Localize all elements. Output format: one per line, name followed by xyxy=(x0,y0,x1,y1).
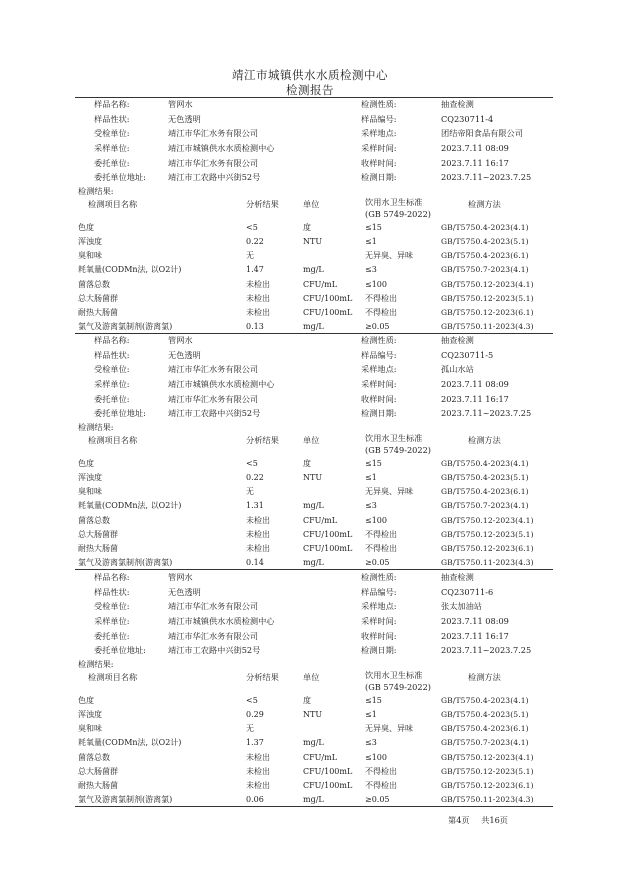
cell-unit: mg/L xyxy=(303,265,324,275)
info-value: 团结帝阳食品有限公司 xyxy=(441,128,523,139)
cell-item: 耐热大肠菌 xyxy=(78,780,118,790)
info-value: CQ230711-4 xyxy=(441,113,494,124)
info-label: 委托单位地址: xyxy=(94,172,146,183)
cell-item: 耗氧量(CODMn法, 以O2计) xyxy=(78,265,182,275)
cell-standard: ≤1 xyxy=(365,710,377,720)
table-row xyxy=(78,793,550,807)
cell-standard: ≥0.05 xyxy=(365,321,390,331)
sample-section xyxy=(78,97,550,334)
cell-unit: NTU xyxy=(303,237,323,247)
sample-info-row xyxy=(78,126,550,141)
info-label: 委托单位地址: xyxy=(94,645,146,656)
table-row xyxy=(78,736,550,750)
table-row xyxy=(78,528,550,542)
col-header-unit: 单位 xyxy=(303,199,320,210)
table-row xyxy=(78,263,550,277)
info-label: 采样时间: xyxy=(361,616,397,627)
cell-method: GB/T5750.12-2023(5.1) xyxy=(441,293,534,303)
info-label: 采样地点: xyxy=(361,364,397,375)
cell-item: 浑浊度 xyxy=(78,710,102,720)
cell-unit: mg/L xyxy=(303,738,324,748)
page-number: 第4页 xyxy=(448,815,470,825)
info-label: 检测日期: xyxy=(361,408,397,419)
col-header-method: 检测方法 xyxy=(468,672,501,683)
cell-unit: 度 xyxy=(303,459,311,469)
cell-method: GB/T5750.4-2023(5.1) xyxy=(441,237,529,247)
col-header-standard-code: (GB 5749-2022) xyxy=(365,445,431,456)
info-label: 检测日期: xyxy=(361,645,397,656)
info-value: CQ230711-5 xyxy=(441,349,494,360)
results-label: 检测结果: xyxy=(78,186,114,197)
cell-unit: CFU/mL xyxy=(303,515,338,525)
col-header-method: 检测方法 xyxy=(468,199,501,210)
info-label: 样品编号: xyxy=(361,349,397,360)
cell-method: GB/T5750.12-2023(4.1) xyxy=(441,752,534,762)
cell-unit: 度 xyxy=(303,223,311,233)
table-row xyxy=(78,499,550,513)
info-value: 靖江市华汇水务有限公司 xyxy=(168,157,259,168)
info-label: 样品编号: xyxy=(361,113,397,124)
info-label: 委托单位: xyxy=(94,157,130,168)
table-row xyxy=(78,249,550,263)
cell-result: 0.22 xyxy=(246,237,264,247)
info-value: CQ230711-6 xyxy=(441,586,494,597)
cell-standard: ≤100 xyxy=(365,279,387,289)
table-row xyxy=(78,485,550,499)
cell-method: GB/T5750.12-2023(6.1) xyxy=(441,780,534,790)
cell-method: GB/T5750.7-2023(4.1) xyxy=(441,738,529,748)
table-row xyxy=(78,278,550,292)
info-value: 抽查检测 xyxy=(441,335,474,345)
cell-standard: ≤15 xyxy=(365,459,382,469)
cell-item: 臭和味 xyxy=(78,724,102,734)
sample-info-row xyxy=(78,629,550,644)
cell-item: 色度 xyxy=(78,696,94,706)
cell-unit: CFU/100mL xyxy=(303,293,353,303)
cell-standard: ≤15 xyxy=(365,696,382,706)
cell-item: 氯气及游离氯制剂(游离氯) xyxy=(78,794,173,804)
cell-item: 菌落总数 xyxy=(78,752,110,762)
info-value: 靖江市工农路中兴街52号 xyxy=(168,645,261,656)
info-value: 靖江市工农路中兴街52号 xyxy=(168,408,261,419)
page-footer xyxy=(448,815,517,826)
sample-info-row xyxy=(78,599,550,614)
table-row xyxy=(78,320,550,334)
table-row xyxy=(78,765,550,779)
cell-result: 未检出 xyxy=(246,766,270,776)
info-value: 2023.7.11 16:17 xyxy=(441,157,509,168)
sample-info-row xyxy=(78,112,550,127)
cell-standard: 不得检出 xyxy=(365,543,397,553)
sample-info-row xyxy=(78,585,550,600)
info-label: 收样时间: xyxy=(361,157,397,168)
sample-info-row xyxy=(78,156,550,171)
cell-result: 无 xyxy=(246,251,254,261)
cell-method: GB/T5750.4-2023(6.1) xyxy=(441,724,529,734)
col-header-standard-code: (GB 5749-2022) xyxy=(365,209,431,220)
cell-standard: ≤1 xyxy=(365,237,377,247)
col-header-item: 检测项目名称 xyxy=(88,435,138,446)
cell-method: GB/T5750.4-2023(6.1) xyxy=(441,487,529,497)
cell-standard: 不得检出 xyxy=(365,780,397,790)
cell-method: GB/T5750.11-2023(4.3) xyxy=(441,794,534,804)
cell-result: 1.31 xyxy=(246,501,264,511)
results-table-header xyxy=(78,670,550,694)
cell-result: 无 xyxy=(246,487,254,497)
cell-item: 耐热大肠菌 xyxy=(78,543,118,553)
table-row xyxy=(78,751,550,765)
info-value: 2023.7.11 16:17 xyxy=(441,630,509,641)
cell-method: GB/T5750.4-2023(4.1) xyxy=(441,459,529,469)
cell-result: 未检出 xyxy=(246,529,270,539)
cell-standard: ≤1 xyxy=(365,473,377,483)
table-row xyxy=(78,542,550,556)
info-value: 靖江市华汇水务有限公司 xyxy=(168,630,259,641)
col-header-item: 检测项目名称 xyxy=(88,672,138,683)
info-value: 张太加油站 xyxy=(441,601,482,612)
cell-item: 浑浊度 xyxy=(78,473,102,483)
info-value: 管网水 xyxy=(168,99,193,109)
cell-result: 1.37 xyxy=(246,738,264,748)
info-value: 靖江市城镇供水水质检测中心 xyxy=(168,143,275,154)
info-label: 采样地点: xyxy=(361,128,397,139)
cell-standard: 无异臭、异味 xyxy=(365,251,413,261)
info-label: 采样单位: xyxy=(94,143,130,154)
cell-unit: CFU/100mL xyxy=(303,766,353,776)
sample-info-row xyxy=(78,170,550,185)
sample-info-row xyxy=(78,348,550,363)
sample-info-row xyxy=(78,141,550,156)
col-header-result: 分析结果 xyxy=(246,199,279,210)
cell-item: 色度 xyxy=(78,459,94,469)
cell-result: 无 xyxy=(246,724,254,734)
cell-method: GB/T5750.4-2023(4.1) xyxy=(441,223,529,233)
sample-info-row xyxy=(78,377,550,392)
info-value: 靖江市华汇水务有限公司 xyxy=(168,393,259,404)
cell-standard: ≤3 xyxy=(365,738,377,748)
cell-item: 总大肠菌群 xyxy=(78,766,118,776)
cell-item: 臭和味 xyxy=(78,251,102,261)
info-value: 靖江市城镇供水水质检测中心 xyxy=(168,379,275,390)
cell-method: GB/T5750.12-2023(6.1) xyxy=(441,307,534,317)
report-subtitle: 检测报告 xyxy=(286,83,334,97)
cell-unit: mg/L xyxy=(303,557,324,567)
cell-unit: mg/L xyxy=(303,794,324,804)
cell-method: GB/T5750.12-2023(6.1) xyxy=(441,543,534,553)
cell-unit: 度 xyxy=(303,696,311,706)
cell-standard: ≥0.05 xyxy=(365,557,390,567)
cell-standard: 不得检出 xyxy=(365,529,397,539)
cell-item: 氯气及游离氯制剂(游离氯) xyxy=(78,557,173,567)
info-label: 采样时间: xyxy=(361,379,397,390)
cell-item: 耗氧量(CODMn法, 以O2计) xyxy=(78,501,182,511)
cell-item: 色度 xyxy=(78,223,94,233)
cell-item: 菌落总数 xyxy=(78,515,110,525)
info-value: 2023.7.11 08:09 xyxy=(441,616,509,627)
results-label: 检测结果: xyxy=(78,422,114,433)
info-value: 靖江市华汇水务有限公司 xyxy=(168,364,259,375)
info-value: 无色透明 xyxy=(168,113,201,124)
info-value: 孤山水站 xyxy=(441,364,474,375)
info-value: 抽查检测 xyxy=(441,99,474,109)
info-label: 收样时间: xyxy=(361,630,397,641)
sample-info-row xyxy=(78,614,550,629)
info-value: 抽查检测 xyxy=(441,572,474,582)
col-header-standard-code: (GB 5749-2022) xyxy=(365,682,431,693)
info-label: 样品性状: xyxy=(94,113,130,124)
cell-standard: ≤3 xyxy=(365,501,377,511)
info-label: 委托单位: xyxy=(94,393,130,404)
info-value: 无色透明 xyxy=(168,586,201,597)
cell-standard: 不得检出 xyxy=(365,293,397,303)
info-value: 管网水 xyxy=(168,335,193,345)
cell-unit: CFU/100mL xyxy=(303,307,353,317)
cell-item: 耐热大肠菌 xyxy=(78,307,118,317)
cell-method: GB/T5750.12-2023(5.1) xyxy=(441,766,534,776)
cell-standard: 无异臭、异味 xyxy=(365,487,413,497)
info-label: 检测性质: xyxy=(361,335,397,345)
info-label: 收样时间: xyxy=(361,393,397,404)
col-header-standard: 饮用水卫生标准 xyxy=(365,197,423,208)
cell-result: 0.22 xyxy=(246,473,264,483)
info-label: 样品性状: xyxy=(94,586,130,597)
table-row xyxy=(78,221,550,235)
col-header-result: 分析结果 xyxy=(246,672,279,683)
cell-result: <5 xyxy=(246,696,258,706)
page-total: 共16页 xyxy=(481,815,508,825)
cell-unit: CFU/mL xyxy=(303,752,338,762)
info-value: 2023.7.11~2023.7.25 xyxy=(441,408,532,419)
col-header-unit: 单位 xyxy=(303,435,320,446)
sample-info-row xyxy=(78,97,550,112)
results-table-header xyxy=(78,197,550,221)
cell-item: 臭和味 xyxy=(78,487,102,497)
cell-standard: ≤3 xyxy=(365,265,377,275)
cell-result: 1.47 xyxy=(246,265,264,275)
col-header-item: 检测项目名称 xyxy=(88,199,138,210)
cell-item: 菌落总数 xyxy=(78,279,110,289)
info-value: 2023.7.11 08:09 xyxy=(441,379,509,390)
table-row xyxy=(78,292,550,306)
sample-info-row xyxy=(78,333,550,348)
info-value: 2023.7.11~2023.7.25 xyxy=(441,172,532,183)
sample-info-row xyxy=(78,643,550,658)
cell-result: 未检出 xyxy=(246,293,270,303)
info-value: 2023.7.11 08:09 xyxy=(441,143,509,154)
sample-info-row xyxy=(78,362,550,377)
cell-result: 未检出 xyxy=(246,752,270,762)
info-label: 样品名称: xyxy=(94,572,130,582)
cell-unit: CFU/mL xyxy=(303,279,338,289)
cell-method: GB/T5750.11-2023(4.3) xyxy=(441,321,534,331)
cell-unit: mg/L xyxy=(303,501,324,511)
info-label: 采样时间: xyxy=(361,143,397,154)
cell-unit: CFU/100mL xyxy=(303,543,353,553)
cell-result: 0.13 xyxy=(246,321,264,331)
table-row xyxy=(78,556,550,570)
cell-item: 浑浊度 xyxy=(78,237,102,247)
cell-method: GB/T5750.4-2023(5.1) xyxy=(441,710,529,720)
cell-result: 0.29 xyxy=(246,710,264,720)
info-label: 委托单位: xyxy=(94,630,130,641)
cell-result: 未检出 xyxy=(246,279,270,289)
cell-method: GB/T5750.12-2023(4.1) xyxy=(441,515,534,525)
info-label: 受检单位: xyxy=(94,601,130,612)
info-label: 委托单位地址: xyxy=(94,408,146,419)
table-row xyxy=(78,457,550,471)
cell-standard: ≤100 xyxy=(365,752,387,762)
cell-method: GB/T5750.7-2023(4.1) xyxy=(441,501,529,511)
info-value: 靖江市工农路中兴街52号 xyxy=(168,172,261,183)
info-label: 受检单位: xyxy=(94,128,130,139)
col-header-unit: 单位 xyxy=(303,672,320,683)
cell-item: 氯气及游离氯制剂(游离氯) xyxy=(78,321,173,331)
table-row xyxy=(78,235,550,249)
cell-result: 未检出 xyxy=(246,780,270,790)
col-header-result: 分析结果 xyxy=(246,435,279,446)
cell-result: <5 xyxy=(246,459,258,469)
info-label: 检测性质: xyxy=(361,99,397,109)
cell-method: GB/T5750.4-2023(5.1) xyxy=(441,473,529,483)
cell-result: 未检出 xyxy=(246,515,270,525)
info-value: 2023.7.11 16:17 xyxy=(441,393,509,404)
cell-method: GB/T5750.7-2023(4.1) xyxy=(441,265,529,275)
info-value: 2023.7.11~2023.7.25 xyxy=(441,645,532,656)
cell-unit: CFU/100mL xyxy=(303,529,353,539)
cell-unit: NTU xyxy=(303,473,323,483)
cell-unit: NTU xyxy=(303,710,323,720)
table-row xyxy=(78,306,550,320)
sample-info-row xyxy=(78,392,550,407)
cell-standard: ≥0.05 xyxy=(365,794,390,804)
cell-method: GB/T5750.4-2023(4.1) xyxy=(441,696,529,706)
cell-standard: ≤100 xyxy=(365,515,387,525)
cell-item: 总大肠菌群 xyxy=(78,529,118,539)
info-label: 采样地点: xyxy=(361,601,397,612)
info-label: 受检单位: xyxy=(94,364,130,375)
cell-method: GB/T5750.12-2023(4.1) xyxy=(441,279,534,289)
info-value: 管网水 xyxy=(168,572,193,582)
cell-item: 总大肠菌群 xyxy=(78,293,118,303)
cell-standard: 无异臭、异味 xyxy=(365,724,413,734)
cell-standard: ≤15 xyxy=(365,223,382,233)
col-header-method: 检测方法 xyxy=(468,435,501,446)
cell-method: GB/T5750.12-2023(5.1) xyxy=(441,529,534,539)
table-row xyxy=(78,471,550,485)
info-label: 样品性状: xyxy=(94,349,130,360)
info-label: 检测日期: xyxy=(361,172,397,183)
info-value: 靖江市华汇水务有限公司 xyxy=(168,128,259,139)
table-row xyxy=(78,779,550,793)
info-value: 靖江市华汇水务有限公司 xyxy=(168,601,259,612)
info-label: 样品名称: xyxy=(94,335,130,345)
info-label: 样品名称: xyxy=(94,99,130,109)
table-row xyxy=(78,514,550,528)
info-label: 检测性质: xyxy=(361,572,397,582)
table-row xyxy=(78,694,550,708)
col-header-standard: 饮用水卫生标准 xyxy=(365,433,423,444)
results-table-header xyxy=(78,433,550,457)
info-label: 采样单位: xyxy=(94,379,130,390)
sample-info-row xyxy=(78,570,550,585)
info-label: 采样单位: xyxy=(94,616,130,627)
cell-standard: 不得检出 xyxy=(365,766,397,776)
table-row xyxy=(78,708,550,722)
sample-section xyxy=(78,333,550,570)
table-row xyxy=(78,722,550,736)
cell-result: 0.14 xyxy=(246,557,264,567)
col-header-standard: 饮用水卫生标准 xyxy=(365,670,423,681)
cell-result: 未检出 xyxy=(246,307,270,317)
cell-result: 未检出 xyxy=(246,543,270,553)
report-org-title: 靖江市城镇供水水质检测中心 xyxy=(232,68,388,82)
results-label: 检测结果: xyxy=(78,659,114,670)
cell-item: 耗氧量(CODMn法, 以O2计) xyxy=(78,738,182,748)
cell-result: 0.06 xyxy=(246,794,264,804)
cell-method: GB/T5750.4-2023(6.1) xyxy=(441,251,529,261)
cell-standard: 不得检出 xyxy=(365,307,397,317)
cell-result: <5 xyxy=(246,223,258,233)
sample-info-row xyxy=(78,406,550,421)
info-value: 靖江市城镇供水水质检测中心 xyxy=(168,616,275,627)
cell-unit: CFU/100mL xyxy=(303,780,353,790)
info-value: 无色透明 xyxy=(168,349,201,360)
info-label: 样品编号: xyxy=(361,586,397,597)
cell-unit: mg/L xyxy=(303,321,324,331)
section-divider xyxy=(75,806,553,807)
cell-method: GB/T5750.11-2023(4.3) xyxy=(441,557,534,567)
sample-section xyxy=(78,570,550,807)
